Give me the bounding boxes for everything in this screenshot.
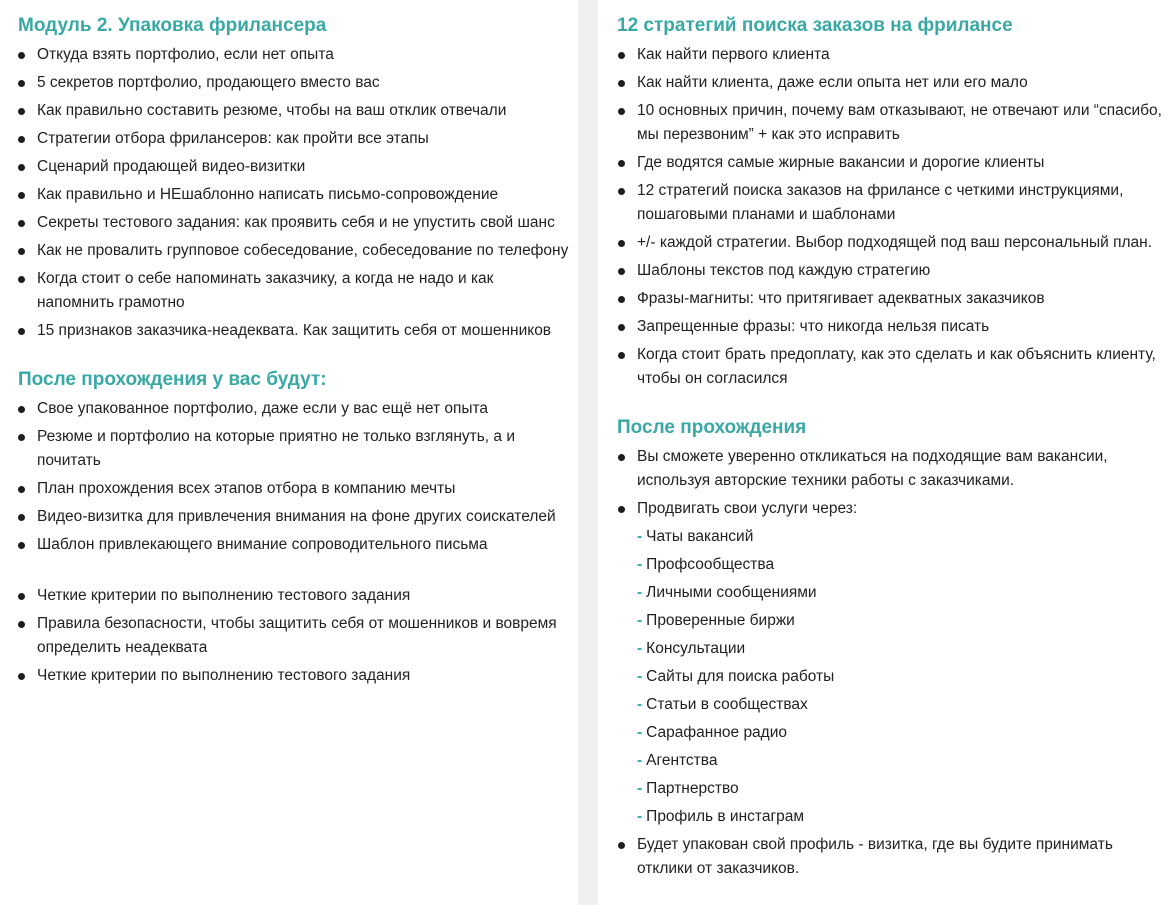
list-item: Резюме и портфолио на которые приятно не только взглянуть, а и почитать bbox=[0, 425, 578, 473]
right-column bbox=[598, 0, 1175, 881]
list-item: Как правильно и НЕшаблонно написать письмо-сопровождение bbox=[0, 183, 578, 207]
list-item: Свое упакованное портфолио, даже если у вас ещё нет опыта bbox=[0, 397, 578, 421]
list-item: Как правильно составить резюме, чтобы на ваш отклик отвечали bbox=[0, 99, 578, 123]
strategies-title: 12 стратегий поиска заказов на фрилансе bbox=[617, 15, 1013, 36]
channel-label: Партнерство bbox=[646, 780, 739, 797]
channel-label: Профиль в инстаграм bbox=[646, 808, 804, 825]
after-list bbox=[0, 397, 578, 688]
list-item: Четкие критерии по выполнению тестового задания bbox=[0, 584, 578, 608]
list-item: Как найти клиента, даже если опыта нет или его мало bbox=[598, 71, 1175, 95]
channel-label: Сарафанное радио bbox=[646, 724, 788, 741]
list-item: 12 стратегий поиска заказов на фрилансе с четкими инструкциями, пошаговыми планами и шаблонами bbox=[598, 179, 1175, 227]
channel-label: Статьи в сообществах bbox=[646, 696, 808, 713]
list-item: Секреты тестового задания: как проявить себя и не упустить свой шанс bbox=[0, 211, 578, 235]
list-item: +/- каждой стратегии. Выбор подходящей под ваш персональный план. bbox=[598, 231, 1175, 255]
dash-marker: - bbox=[637, 584, 643, 601]
list-item: Сценарий продающей видео-визитки bbox=[0, 155, 578, 179]
channel-item bbox=[598, 777, 1175, 801]
module-title: Модуль 2. Упаковка фрилансера bbox=[18, 15, 327, 36]
list-item: Откуда взять портфолио, если нет опыта bbox=[0, 43, 578, 67]
channel-label: Чаты вакансий bbox=[646, 528, 754, 545]
list-item: Будет упакован свой профиль - визитка, где вы будите принимать отклики от заказчиков. bbox=[598, 833, 1175, 881]
list-item: 10 основных причин, почему вам отказывают, не отвечают или “спасибо, мы перезвоним” + как это исправить bbox=[598, 99, 1175, 147]
list-item: Когда стоит о себе напоминать заказчику, а когда не надо и как напомнить грамотно bbox=[0, 267, 578, 315]
channel-item bbox=[598, 581, 1175, 605]
list-item: Четкие критерии по выполнению тестового задания bbox=[0, 664, 578, 688]
after-title-right: После прохождения bbox=[617, 417, 807, 438]
dash-marker: - bbox=[637, 752, 643, 769]
channel-item bbox=[598, 637, 1175, 661]
list-item: Продвигать свои услуги через: bbox=[598, 497, 1175, 521]
dash-marker: - bbox=[637, 696, 643, 713]
list-item: Правила безопасности, чтобы защитить себя от мошенников и вовремя определить неадеквата bbox=[0, 612, 578, 660]
list-item: Вы сможете уверенно откликаться на подходящие вам вакансии, используя авторские техники работы с заказчиками. bbox=[598, 445, 1175, 493]
channel-item bbox=[598, 721, 1175, 745]
list-item: План прохождения всех этапов отбора в компанию мечты bbox=[0, 477, 578, 501]
channel-label: Личными сообщениями bbox=[646, 584, 817, 601]
channel-label: Агентства bbox=[646, 752, 718, 769]
list-item: 5 секретов портфолио, продающего вместо вас bbox=[0, 71, 578, 95]
list-item: Как не провалить групповое собеседование, собеседование по телефону bbox=[0, 239, 578, 263]
after-list-right bbox=[598, 445, 1175, 881]
dash-marker: - bbox=[637, 640, 643, 657]
dash-marker: - bbox=[637, 724, 643, 741]
list-item: Шаблон привлекающего внимание сопроводительного письма bbox=[0, 533, 578, 557]
channel-label: Профсообщества bbox=[646, 556, 775, 573]
dash-marker: - bbox=[637, 612, 643, 629]
left-column bbox=[0, 0, 578, 688]
channel-item bbox=[598, 609, 1175, 633]
channel-label: Проверенные биржи bbox=[646, 612, 795, 629]
channel-item bbox=[598, 525, 1175, 549]
channel-label: Сайты для поиска работы bbox=[646, 668, 835, 685]
list-item: Запрещенные фразы: что никогда нельзя писать bbox=[598, 315, 1175, 339]
list-item: Как найти первого клиента bbox=[598, 43, 1175, 67]
list-item: Когда стоит брать предоплату, как это сделать и как объяснить клиенту, чтобы он согласился bbox=[598, 343, 1175, 391]
after-title: После прохождения у вас будут: bbox=[18, 369, 327, 390]
dash-marker: - bbox=[637, 808, 643, 825]
list-item: Фразы-магниты: что притягивает адекватных заказчиков bbox=[598, 287, 1175, 311]
channel-item bbox=[598, 805, 1175, 829]
channel-item bbox=[598, 553, 1175, 577]
dash-marker: - bbox=[637, 668, 643, 685]
channel-label: Консультации bbox=[646, 640, 746, 657]
list-item: 15 признаков заказчика-неадеквата. Как защитить себя от мошенников bbox=[0, 319, 578, 343]
strategies-list bbox=[598, 43, 1175, 391]
channel-item bbox=[598, 693, 1175, 717]
list-item: Видео-визитка для привлечения внимания на фоне других соискателей bbox=[0, 505, 578, 529]
dash-marker: - bbox=[637, 780, 643, 797]
channel-item bbox=[598, 665, 1175, 689]
dash-marker: - bbox=[637, 556, 643, 573]
list-item: Стратегии отбора фрилансеров: как пройти все этапы bbox=[0, 127, 578, 151]
channel-item bbox=[598, 749, 1175, 773]
dash-marker: - bbox=[637, 528, 643, 545]
list-item: Где водятся самые жирные вакансии и дорогие клиенты bbox=[598, 151, 1175, 175]
module-list bbox=[0, 43, 578, 343]
column-divider bbox=[578, 0, 598, 905]
list-item: Шаблоны текстов под каждую стратегию bbox=[598, 259, 1175, 283]
